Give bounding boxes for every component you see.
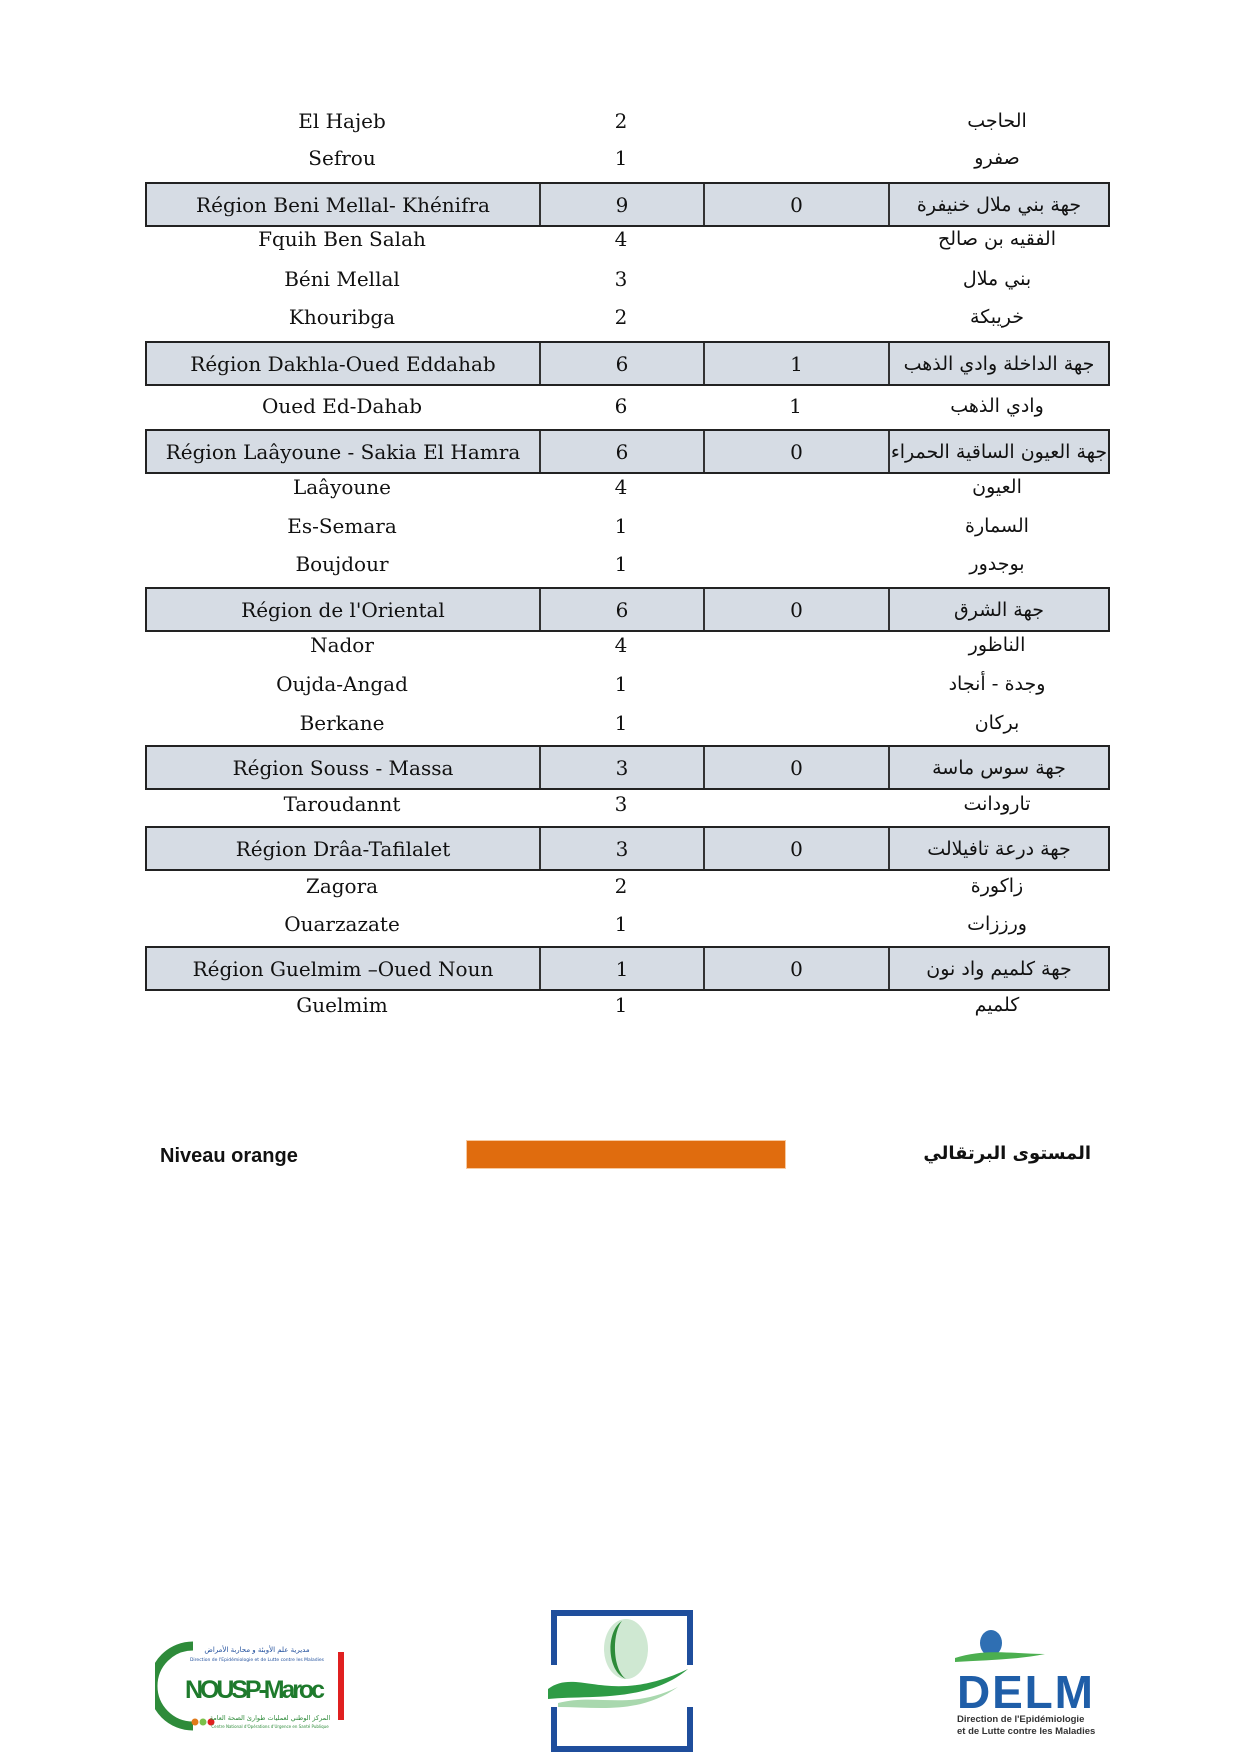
name-ar-cell: جهة الداخلة وادي الذهب — [903, 352, 1095, 375]
region-row — [145, 745, 1110, 790]
logo-ar-bottom: المركز الوطني لعمليات طوارئ الصحة العامة — [209, 1714, 331, 1722]
delm-line1: Direction de l'Epidémiologie — [957, 1714, 1085, 1725]
name-fr-cell: Oujda-Angad — [276, 672, 408, 696]
region-row — [145, 946, 1110, 991]
province-row — [145, 222, 1106, 256]
cases-cell: 6 — [614, 394, 628, 418]
delm-line2: et de Lutte contre les Maladies — [957, 1726, 1096, 1737]
cases-cell: 1 — [614, 672, 628, 696]
province-row — [145, 988, 1106, 1022]
cases-cell: 1 — [614, 146, 628, 170]
deaths-cell: 0 — [705, 747, 890, 788]
name-fr-cell: Région Souss - Massa — [147, 747, 541, 788]
cases-cell: 9 — [541, 184, 705, 225]
name-fr-cell: Région Drâa-Tafilalet — [147, 828, 541, 869]
cases-cell: 1 — [614, 514, 628, 538]
cases-cell: 6 — [541, 589, 705, 630]
cases-cell: 6 — [541, 431, 705, 472]
province-row — [145, 104, 1106, 138]
name-fr-cell: Berkane — [299, 711, 385, 735]
name-ar-cell: الفقيه بن صالح — [937, 228, 1057, 250]
name-fr-cell: Taroudannt — [283, 792, 401, 816]
name-ar-cell: وادي الذهب — [950, 395, 1044, 417]
province-row — [145, 509, 1106, 543]
name-fr-cell: Guelmim — [296, 993, 388, 1017]
delm-logo — [955, 1630, 1097, 1740]
region-row — [145, 429, 1110, 474]
cases-cell: 4 — [614, 633, 628, 657]
cases-cell: 1 — [614, 912, 628, 936]
name-fr-cell: Région Guelmim –Oued Noun — [147, 948, 541, 989]
cases-cell: 2 — [614, 109, 628, 133]
name-fr-cell: Oued Ed-Dahab — [262, 394, 422, 418]
deaths-cell: 0 — [705, 589, 890, 630]
name-ar-cell: خريبكة — [970, 306, 1024, 328]
province-row — [145, 300, 1106, 334]
cases-cell: 4 — [614, 227, 628, 251]
logo-fr-top: Direction de l'Epidémiologie et de Lutte contre les Maladies — [189, 1658, 325, 1663]
province-row — [145, 667, 1106, 701]
name-ar-cell: جهة درعة تافيلالت — [927, 837, 1071, 860]
ministry-emblem-logo — [548, 1607, 696, 1755]
province-row — [145, 141, 1106, 175]
name-ar-cell: بركان — [974, 712, 1020, 734]
name-ar-cell: بني ملال — [962, 268, 1032, 290]
province-row — [145, 389, 1106, 423]
level-label-ar: المستوى البرتقالي — [923, 1143, 1091, 1164]
logo-ar-top: مديرية علم الأوبئة و محاربة الأمراض — [204, 1646, 310, 1654]
name-ar-cell: زاكورة — [970, 875, 1024, 897]
name-ar-cell: وجدة - أنجاد — [948, 673, 1046, 695]
name-ar-cell: جهة كلميم واد نون — [926, 957, 1072, 980]
region-row — [145, 182, 1110, 227]
name-ar-cell: بوجدور — [969, 553, 1025, 575]
name-ar-cell: تارودانت — [963, 793, 1031, 815]
cases-cell: 3 — [614, 267, 628, 291]
alert-level-legend — [0, 1140, 1241, 1174]
province-row — [145, 706, 1106, 740]
province-row — [145, 907, 1106, 941]
deaths-cell: 0 — [705, 431, 890, 472]
name-ar-cell: جهة العيون الساقية الحمراء — [890, 440, 1108, 463]
cases-cell: 1 — [614, 711, 628, 735]
province-row — [145, 262, 1106, 296]
cases-cell: 3 — [614, 792, 628, 816]
province-row — [145, 869, 1106, 903]
province-row — [145, 547, 1106, 581]
cases-cell: 3 — [541, 828, 705, 869]
region-row — [145, 826, 1110, 871]
name-ar-cell: السمارة — [965, 515, 1029, 537]
name-ar-cell: جهة بني ملال خنيفرة — [916, 193, 1082, 216]
name-ar-cell: كلميم — [974, 994, 1020, 1016]
region-row — [145, 341, 1110, 386]
name-fr-cell: Sefrou — [308, 146, 376, 170]
name-ar-cell: جهة سوس ماسة — [932, 756, 1066, 779]
deaths-cell: 0 — [705, 828, 890, 869]
cases-cell: 2 — [614, 305, 628, 329]
logo-fr-bottom: Centre National d'Opérations d'Urgence en Santé Publique — [211, 1724, 329, 1729]
name-ar-cell: جهة الشرق — [954, 598, 1044, 621]
region-row — [145, 587, 1110, 632]
province-row — [145, 628, 1106, 662]
level-label-fr: Niveau orange — [160, 1145, 298, 1167]
deaths-cell: 1 — [789, 394, 802, 418]
name-fr-cell: Ouarzazate — [284, 912, 400, 936]
name-fr-cell: Boujdour — [295, 552, 389, 576]
deaths-cell: 0 — [705, 184, 890, 225]
name-fr-cell: Laâyoune — [292, 475, 392, 499]
name-fr-cell: Zagora — [305, 874, 379, 898]
name-fr-cell: Région de l'Oriental — [147, 589, 541, 630]
cases-cell: 2 — [614, 874, 628, 898]
name-fr-cell: Région Laâyoune - Sakia El Hamra — [147, 431, 541, 472]
name-fr-cell: Es-Semara — [287, 514, 397, 538]
cases-cell: 6 — [541, 343, 705, 384]
name-fr-cell: Khouribga — [288, 305, 396, 329]
logo-title: NOUSP-Maroc — [185, 1676, 325, 1704]
orange-level-bar — [466, 1140, 786, 1169]
name-fr-cell: Fquih Ben Salah — [258, 227, 426, 251]
name-fr-cell: Région Dakhla-Oued Eddahab — [147, 343, 541, 384]
name-fr-cell: El Hajeb — [298, 109, 386, 133]
delm-title: DELM — [957, 1666, 1093, 1718]
deaths-cell: 1 — [705, 343, 890, 384]
name-fr-cell: Nador — [310, 633, 374, 657]
name-ar-cell: صفرو — [974, 147, 1020, 169]
name-fr-cell: Béni Mellal — [284, 267, 400, 291]
cases-cell: 3 — [541, 747, 705, 788]
cases-cell: 1 — [614, 993, 628, 1017]
cases-cell: 1 — [541, 948, 705, 989]
cases-cell: 4 — [614, 475, 628, 499]
province-row — [145, 787, 1106, 821]
deaths-cell: 0 — [705, 948, 890, 989]
name-ar-cell: ورززات — [967, 913, 1027, 935]
name-fr-cell: Région Beni Mellal- Khénifra — [147, 184, 541, 225]
name-ar-cell: الناظور — [968, 634, 1026, 656]
nousp-maroc-logo — [155, 1640, 355, 1732]
cases-cell: 1 — [614, 552, 628, 576]
name-ar-cell: الحاجب — [967, 110, 1027, 132]
name-ar-cell: العيون — [972, 476, 1022, 498]
province-row — [145, 470, 1106, 504]
